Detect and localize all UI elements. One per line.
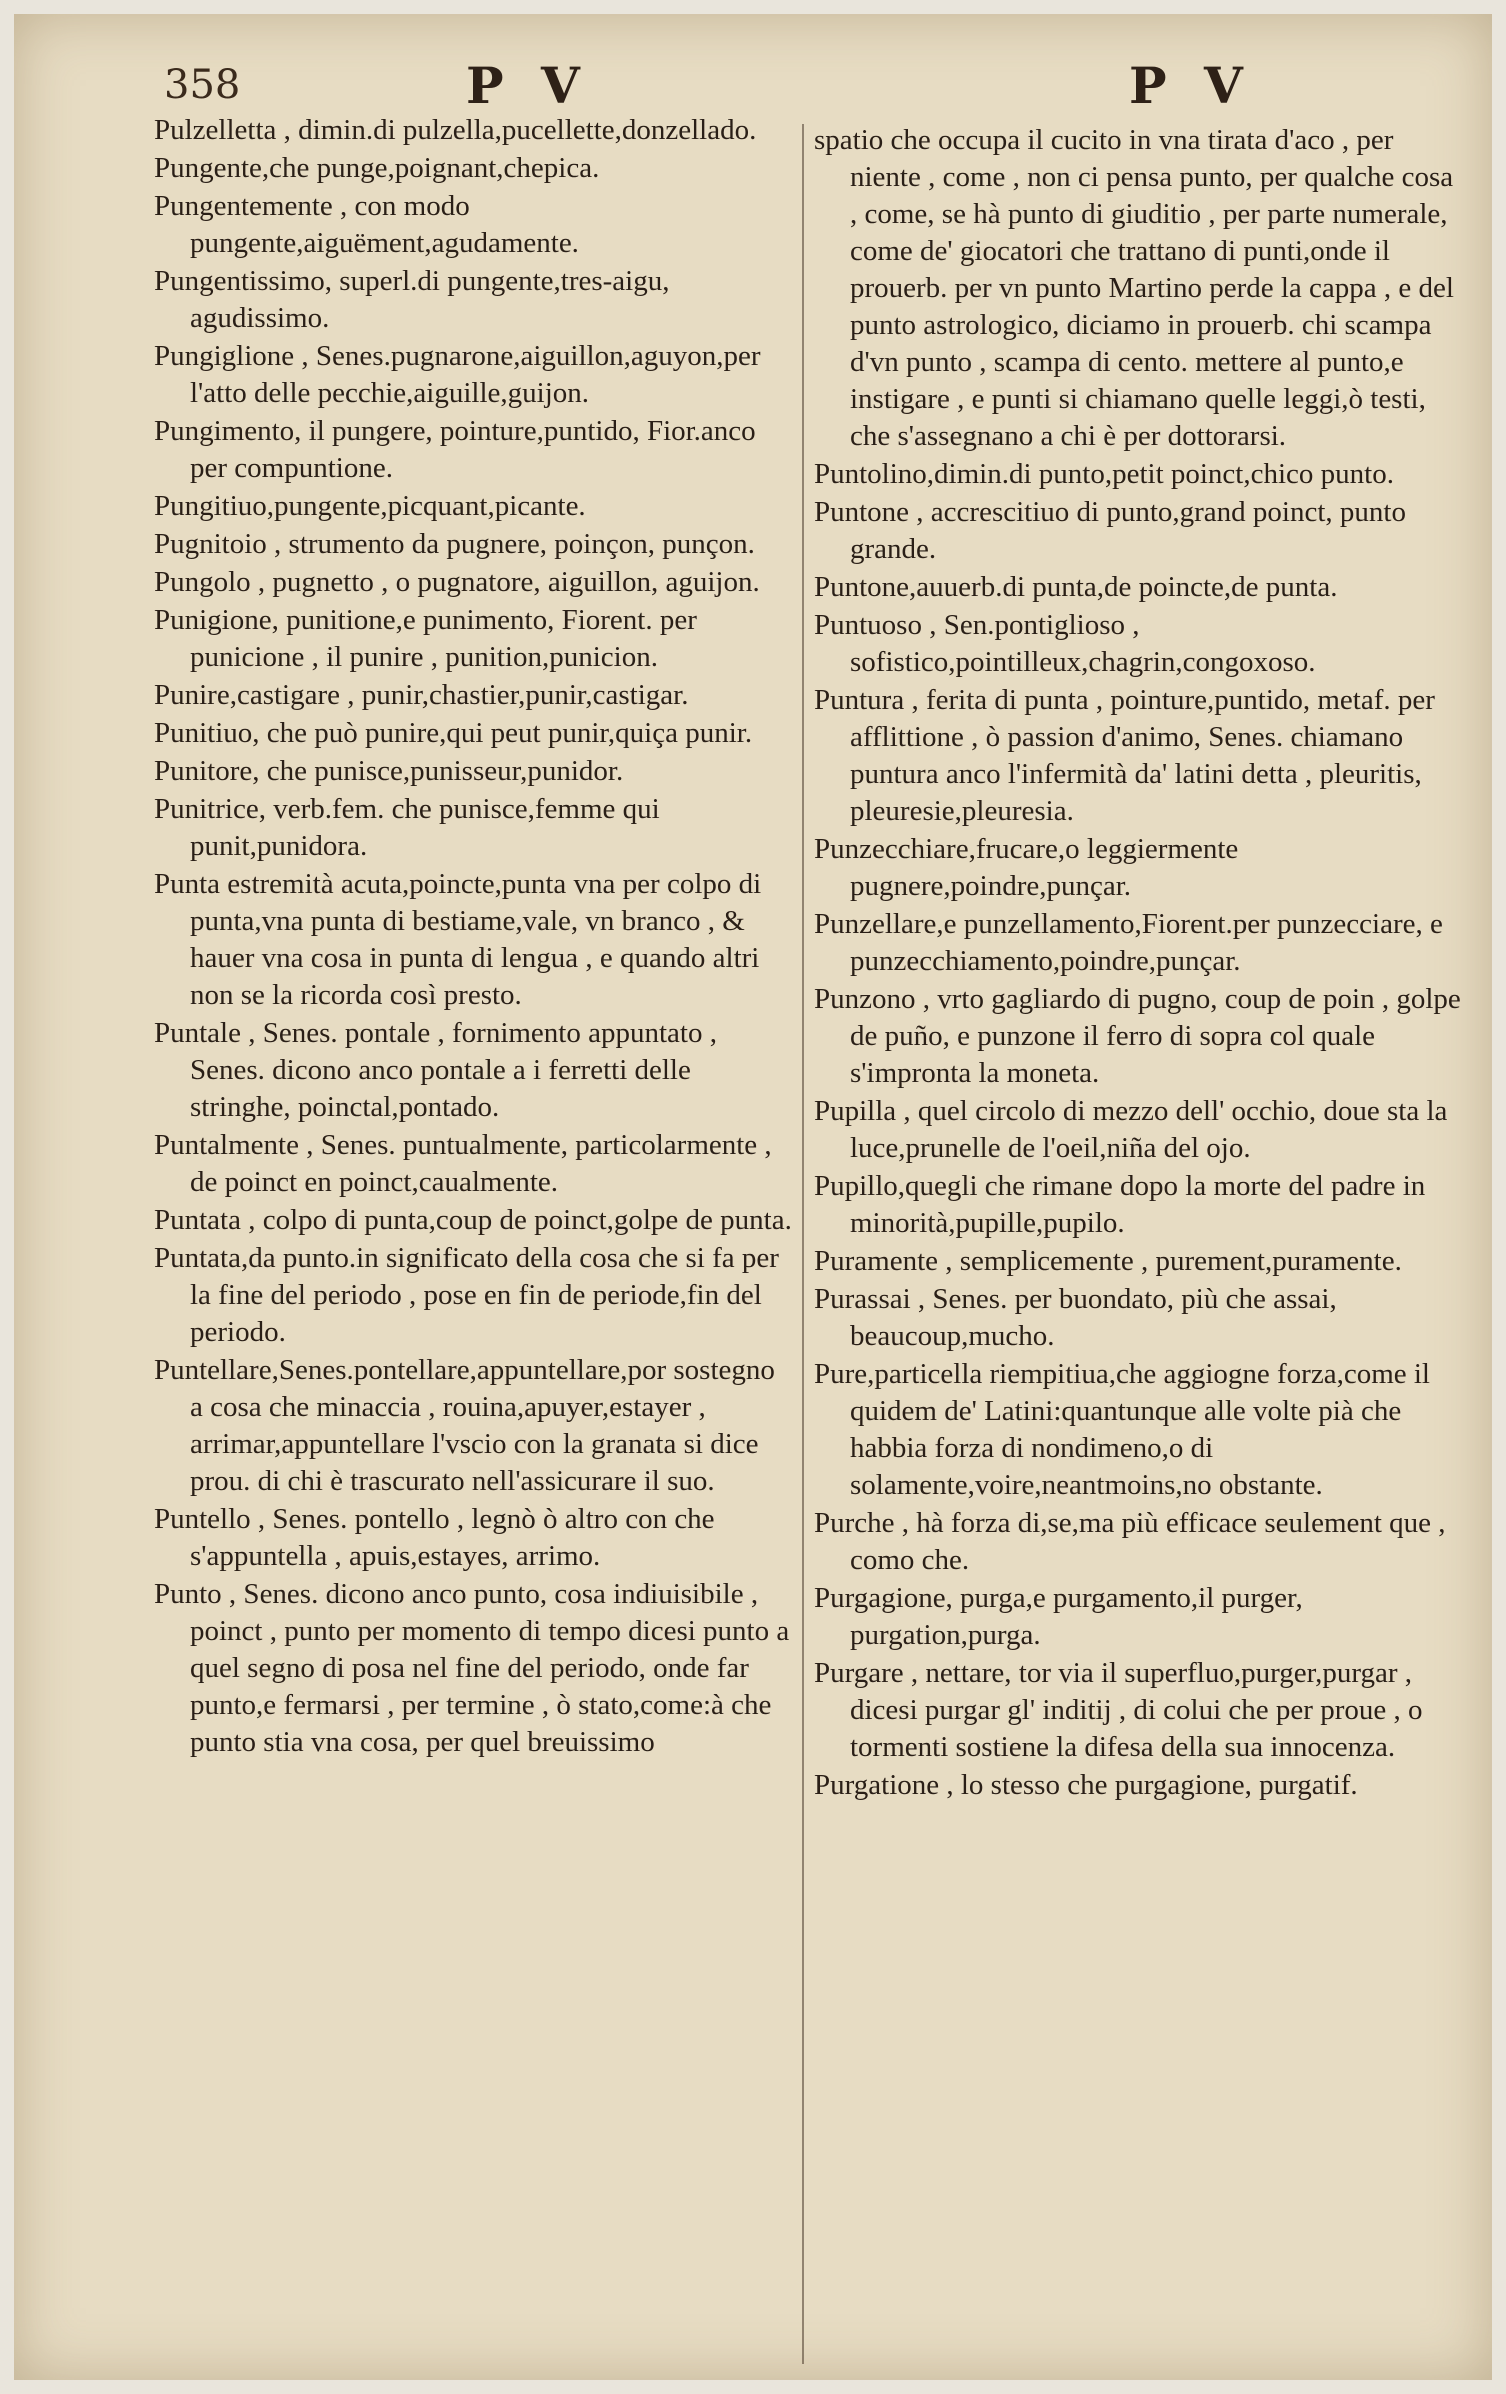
dictionary-entry: Puntuoso , Sen.pontiglioso , sofistico,pointilleux,chagrin,congoxoso. <box>814 609 1316 678</box>
dictionary-entry: spatio che occupa il cucito in vna tirata d'aco , per niente , come , non ci pensa punto, per qualche cosa , come, se hà punto di giuditio , per parte numerale, come de' giocatori che trattano di punti,onde il prouerb. per vn punto Martino perde la cappa , e del punto astrologico, diciamo in prouerb. chi scampa d'vn punto , scampa di cento. mettere al punto,e instigare , e punti si chiamano quelle leggi,ò testi, che s'assegnano a chi è per dottorarsi. <box>814 124 1454 452</box>
dictionary-entry: Puntura , ferita di punta , pointure,puntido, metaf. per afflittione , ò passion d'animo, Senes. chiamano puntura anco l'infermità da' latini detta , pleuritis, pleuresie,pleuresia. <box>814 684 1435 827</box>
dictionary-entry: Pulzelletta , dimin.di pulzella,pucellette,donzellado. <box>154 114 757 146</box>
dictionary-entry: Punta estremità acuta,poincte,punta vna per colpo di punta,vna punta di bestiame,vale, vn branco , & hauer vna cosa in punta di lengua , e quando altri non se la ricorda così presto. <box>154 868 762 1011</box>
dictionary-entry: Purassai , Senes. per buondato, più che assai, beaucoup,mucho. <box>814 1283 1337 1352</box>
dictionary-entry: Puntale , Senes. pontale , fornimento appuntato , Senes. dicono anco pontale a i ferretti delle stringhe, poinctal,pontado. <box>154 1017 717 1123</box>
dictionary-entry: Puntalmente , Senes. puntualmente, particolarmente , de poinct en poinct,caualmente. <box>154 1129 772 1198</box>
dictionary-entry: Puntolino,dimin.di punto,petit poinct,chico punto. <box>814 458 1394 490</box>
dictionary-entry: Puntellare,Senes.pontellare,appuntellare,por sostegno a cosa che minaccia , rouina,apuyer,estayer , arrimar,appuntellare l'vscio con la granata si dice prou. di chi è trascurato nell'assicurare il suo. <box>154 1354 775 1497</box>
dictionary-entry: Purgatione , lo stesso che purgagione, purgatif. <box>814 1769 1358 1801</box>
dictionary-entry: Pungentissimo, superl.di pungente,tres-aigu, agudissimo. <box>154 265 670 334</box>
book-page <box>14 14 1492 2380</box>
dictionary-entry: Puramente , semplicemente , purement,puramente. <box>814 1245 1402 1277</box>
left-column <box>154 112 794 1762</box>
dictionary-entry: Punitrice, verb.fem. che punisce,femme qui punit,punidora. <box>154 793 660 862</box>
right-running-head: P V <box>1129 56 1253 115</box>
dictionary-entry: Puntone , accrescitiuo di punto,grand poinct, punto grande. <box>814 496 1406 565</box>
dictionary-entry: Puntone,auuerb.di punta,de poincte,de punta. <box>814 571 1338 603</box>
dictionary-entry: Pungiglione , Senes.pugnarone,aiguillon,aguyon,per l'atto delle pecchie,aiguille,guijon. <box>154 340 761 409</box>
dictionary-entry: Punigione, punitione,e punimento, Fiorent. per punicione , il punire , punition,punicion. <box>154 604 697 673</box>
dictionary-entry: Pungentemente , con modo pungente,aiguëment,agudamente. <box>154 190 579 259</box>
dictionary-entry: Punto , Senes. dicono anco punto, cosa indiuisibile , poinct , punto per momento di tempo dicesi punto a quel segno di posa nel fine del periodo, onde far punto,e fermarsi , per termine , ò stato,come:à che punto stia vna cosa, per quel breuissimo <box>154 1578 790 1758</box>
dictionary-entry: Purgagione, purga,e purgamento,il purger, purgation,purga. <box>814 1582 1303 1651</box>
dictionary-entry: Puntello , Senes. pontello , legnò ò altro con che s'appuntella , apuis,estayes, arrimo. <box>154 1503 715 1572</box>
right-column <box>814 122 1464 1805</box>
dictionary-entry: Pupilla , quel circolo di mezzo dell' occhio, doue sta la luce,prunelle de l'oeil,niña del ojo. <box>814 1095 1448 1164</box>
dictionary-entry: Punire,castigare , punir,chastier,punir,castigar. <box>154 679 689 711</box>
dictionary-entry: Punzellare,e punzellamento,Fiorent.per punzecciare, e punzecchiamento,poindre,punçar. <box>814 908 1443 977</box>
left-running-head: P V <box>466 56 590 115</box>
dictionary-entry: Pungolo , pugnetto , o pugnatore, aiguillon, aguijon. <box>154 566 760 598</box>
dictionary-entry: Punitiuo, che può punire,qui peut punir,quiça punir. <box>154 717 753 749</box>
column-divider <box>802 124 804 2364</box>
dictionary-entry: Pungente,che punge,poignant,chepica. <box>154 152 600 184</box>
page-number: 358 <box>164 62 241 108</box>
dictionary-entry: Puntata , colpo di punta,coup de poinct,golpe de punta. <box>154 1204 792 1236</box>
dictionary-entry: Pupillo,quegli che rimane dopo la morte del padre in minorità,pupille,pupilo. <box>814 1170 1426 1239</box>
dictionary-entry: Pungitiuo,pungente,picquant,picante. <box>154 490 586 522</box>
dictionary-entry: Punzecchiare,frucare,o leggiermente pugnere,poindre,punçar. <box>814 833 1239 902</box>
dictionary-entry: Pugnitoio , strumento da pugnere, poinçon, punçon. <box>154 528 755 560</box>
dictionary-entry: Purche , hà forza di,se,ma più efficace seulement que , como che. <box>814 1507 1446 1576</box>
dictionary-entry: Purgare , nettare, tor via il superfluo,purger,purgar , dicesi purgar gl' inditij , di colui che per proue , o tormenti sostiene la difesa della sua innocenza. <box>814 1657 1423 1763</box>
dictionary-entry: Punitore, che punisce,punisseur,punidor. <box>154 755 624 787</box>
dictionary-entry: Pungimento, il pungere, pointure,puntido, Fior.anco per compuntione. <box>154 415 756 484</box>
dictionary-entry: Puntata,da punto.in significato della cosa che si fa per la fine del periodo , pose en fin de periode,fin del periodo. <box>154 1242 779 1348</box>
dictionary-entry: Pure,particella riempitiua,che aggiogne forza,come il quidem de' Latini:quantunque alle volte pià che habbia forza di nondimeno,o di solamente,voire,neantmoins,no obstante. <box>814 1358 1430 1501</box>
dictionary-entry: Punzono , vrto gagliardo di pugno, coup de poin , golpe de puño, e punzone il ferro di sopra col quale s'impronta la moneta. <box>814 983 1461 1089</box>
